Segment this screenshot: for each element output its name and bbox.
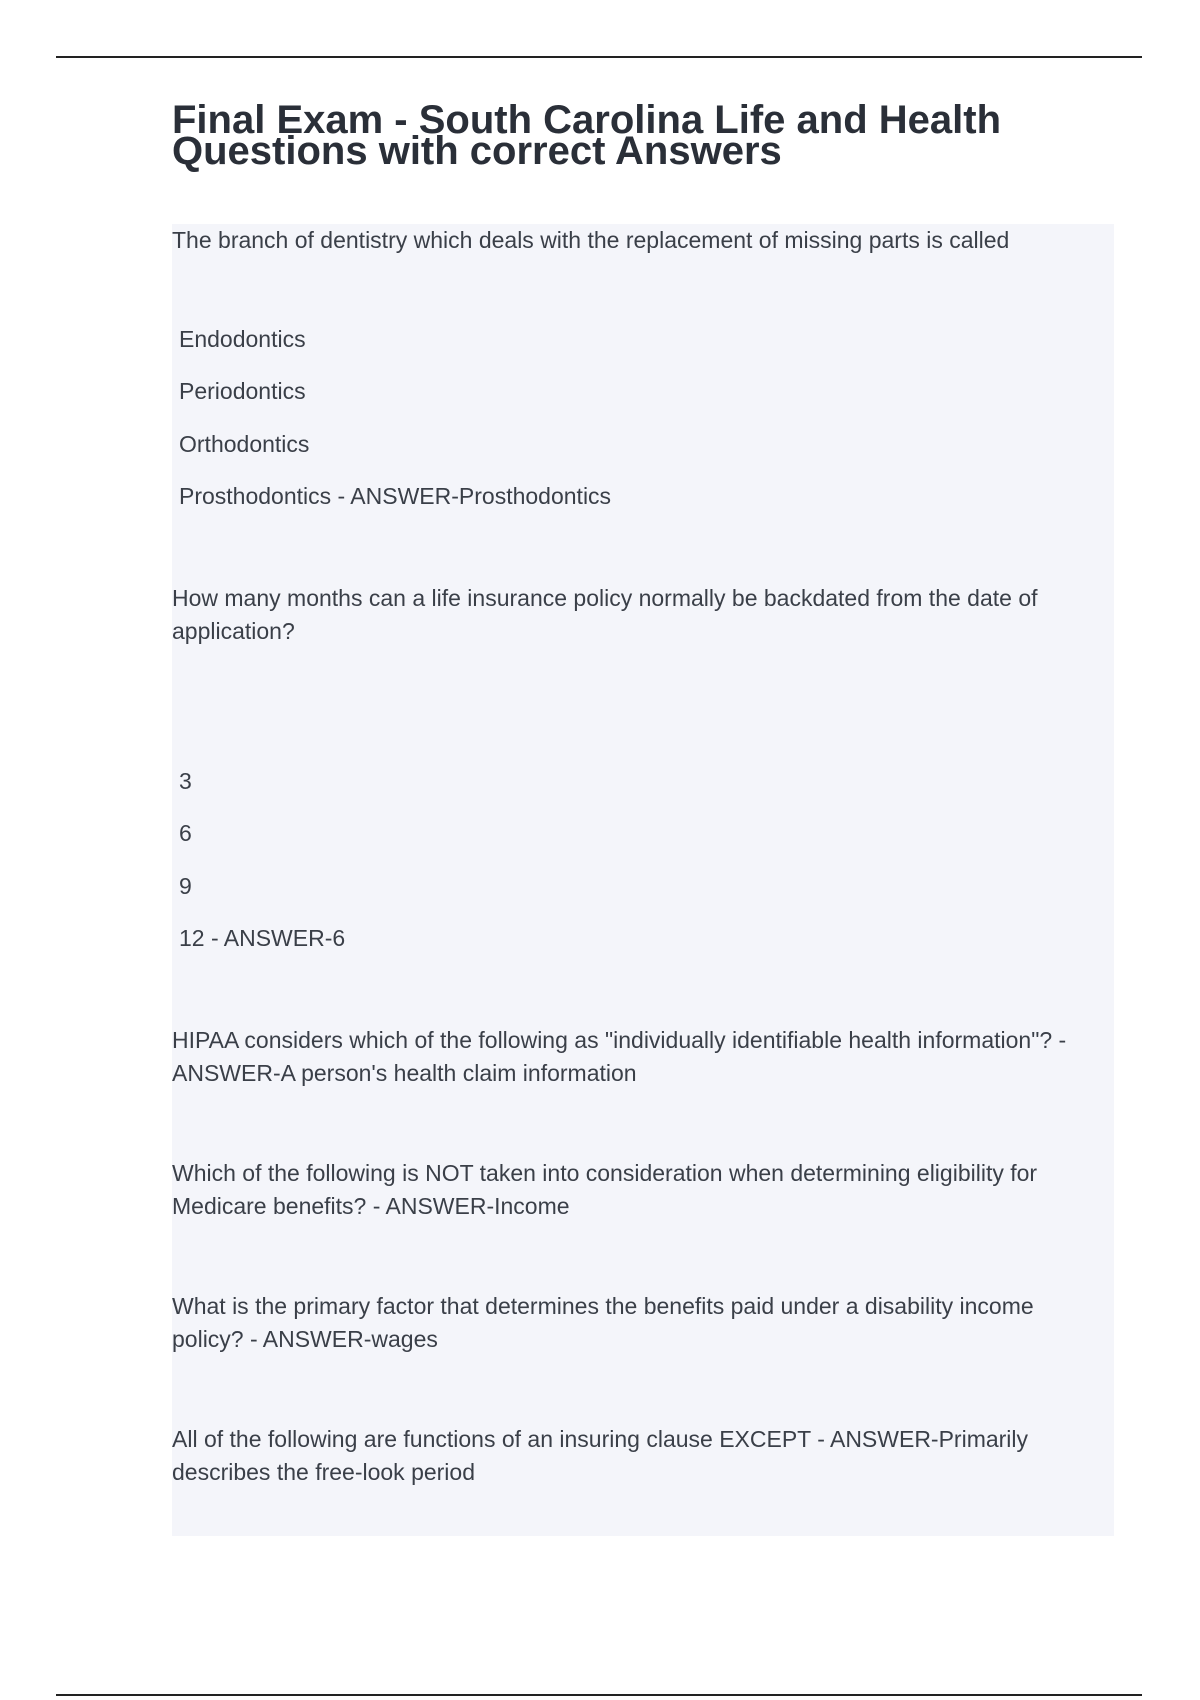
question-text: How many months can a life insurance policy normally be backdated from the date of application? (172, 585, 1038, 644)
answer-option: 6 (179, 820, 192, 846)
question-text: Which of the following is NOT taken into consideration when determining eligibility for Medicare benefits? - ANSWER-Income (172, 1160, 1038, 1219)
question-text: What is the primary factor that determines the benefits paid under a disability income policy? - ANSWER-wages (172, 1293, 1034, 1352)
document-title: Final Exam - South Carolina Life and Health Questions with correct Answers (172, 98, 1002, 173)
question-text: All of the following are functions of an insuring clause EXCEPT - ANSWER-Primarily describes the free-look period (172, 1426, 1029, 1485)
top-rule (56, 56, 1142, 58)
answer-option: Orthodontics (179, 431, 310, 457)
answer-option: Endodontics (179, 326, 306, 352)
answer-option: Prosthodontics - ANSWER-Prosthodontics (179, 483, 612, 509)
answer-option: 3 (179, 768, 192, 794)
bottom-rule (56, 1694, 1142, 1696)
answer-option: Periodontics (179, 378, 306, 404)
question-text: HIPAA considers which of the following as "individually identifiable health information"? - ANSWER-A person's health claim information (172, 1027, 1067, 1086)
answer-option: 9 (179, 873, 192, 899)
question-text: The branch of dentistry which deals with the replacement of missing parts is called (172, 227, 1010, 253)
answer-option: 12 - ANSWER-6 (179, 925, 346, 951)
question-list (172, 224, 1114, 1536)
